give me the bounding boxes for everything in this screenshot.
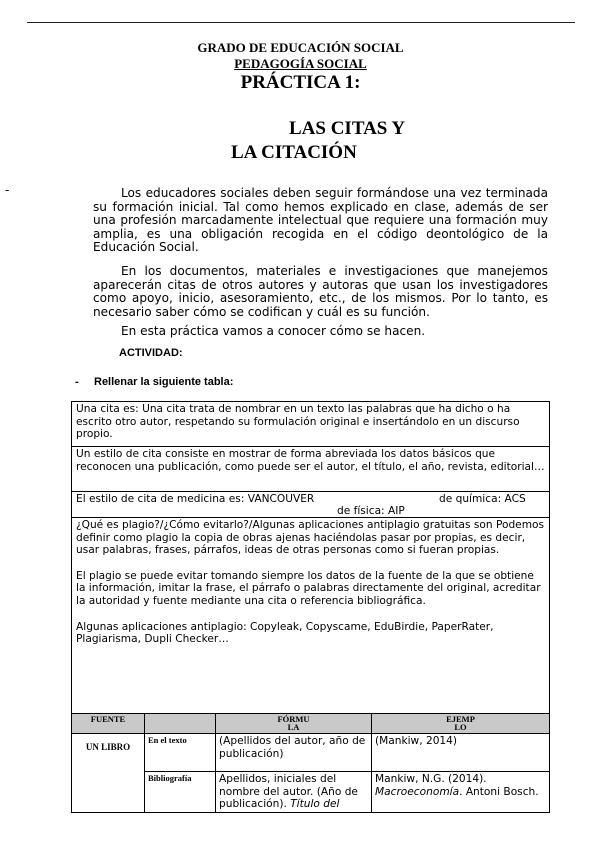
row-label-bibliografia: Bibliografía [145,772,216,813]
subject-title: PEDAGOGÍA SOCIAL [234,56,367,71]
table-row [72,734,550,772]
plagio-evitar: El plagio se puede evitar tomando siempre los datos de la fuente de la que se obtiene la información, imitar la frase, el párrafo o palabras directamente del original, acreditar la autoridad y fuente mediante una cita o referencia bibliográfica. [76,569,541,607]
instruction-bullet: - Rellenar la siguiente tabla: [75,376,234,388]
intro-paragraph-1: Los educadores sociales deben seguir formándose una vez terminada su formación inicial. Tal como hemos explicado en clase, además de ser una profesión marcadamente intelectual que requiere una formación muy amplia, es una obligación recogida en el código deontológico de la Educación Social. [93,186,548,255]
intro-paragraph-2: En los documentos, materiales e investigaciones que manejemos aparecerán citas de otros autores y autoras que usan los investigadores como apoyo, inicio, asesoramiento, etc., de los mismos. Por lo tanto, es necesario saber cómo se codifican y cuál es su función. [93,264,548,319]
answer-quimica: de química: ACS [439,493,526,505]
citation-table [71,713,550,813]
header-formula: FÓRMU LA [216,714,372,734]
doc-title-line1: LAS CITAS Y [289,118,406,139]
formula-bibliografia[interactable]: Apellidos, iniciales del nombre del autor. (Año de publicación). Título del [216,772,372,813]
ejemplo-texto[interactable]: (Mankiw, 2014) [372,734,550,772]
header-empty [145,714,216,734]
activity-heading: ACTIVIDAD: [119,347,183,359]
row-label-texto: En el texto [145,734,216,772]
fuente-libro: UN LIBRO [72,734,145,813]
margin-dash: - [5,183,10,197]
top-rule [27,22,575,23]
answer-estilos-disciplina[interactable] [71,491,550,517]
plagio-definicion: ¿Qué es plagio?/¿Cómo evitarlo?/Algunas aplicaciones antiplagio gratuitas son Podemos definir como plagio la copia de obras ajenas haciéndolas pasar por propias, es decir, usar palabras, frases, párrafos, ideas de otras personas como si fueran propias. [76,519,545,557]
answer-plagio[interactable] [71,517,550,713]
answer-cita[interactable]: Una cita es: Una cita trata de nombrar en un texto las palabras que ha dicho o ha escrito otro autor, respetando su formulación original e insertándolo en un discurso propio. [71,401,550,446]
ejemplo-bibliografia[interactable]: Mankiw, N.G. (2014). Macroeconomía. Antoni Bosch. [372,772,550,813]
plagio-aplicaciones: Algunas aplicaciones antiplagio: Copyleak, Copyscame, EduBirdie, PaperRater, Plagiarisma, Dupli Checker… [76,620,494,646]
formula-texto[interactable]: (Apellidos del autor, año de publicación) [216,734,372,772]
answer-medicina: El estilo de cita de medicina es: VANCOUVER [76,493,315,505]
answer-estilo[interactable]: Un estilo de cita consiste en mostrar de forma abreviada los datos básicos que reconocen una publicación, como puede ser el autor, el título, el año, revista, editorial… [71,446,550,491]
header-fuente: FUENTE [72,714,145,734]
answer-fisica: de física: AIP [337,505,405,517]
degree-title: GRADO DE EDUCACIÓN SOCIAL [197,40,404,55]
doc-title-line2: LA CITACIÓN [231,142,357,163]
intro-paragraph-3: En esta práctica vamos a conocer cómo se hacen. [121,324,426,338]
header-ejemplo: EJEMP LO [372,714,550,734]
practice-title: PRÁCTICA 1: [240,72,361,93]
table-header-row [72,714,550,734]
